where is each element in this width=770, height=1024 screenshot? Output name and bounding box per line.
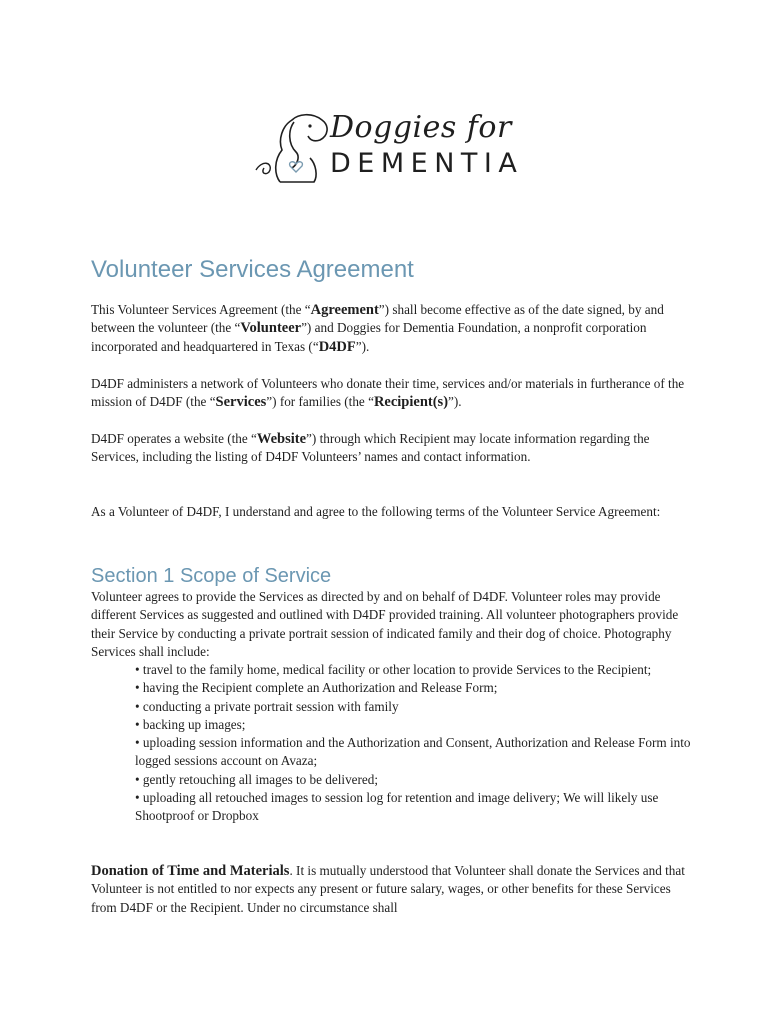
list-item: • gently retouching all images to be delivered; bbox=[135, 771, 379, 787]
list-item: • uploading all retouched images to session log for retention and image delivery; We will likely use Shootproof or Dropbox bbox=[135, 790, 659, 824]
section-1-body: Volunteer agrees to provide the Services as directed by and on behalf of D4DF. Volunteer roles may provide different Services as suggested and outlined with D4DF provided training. All volunteer photographers provide their Service by conducting a private portrait session of indicated family and their dog of choice. Photography Services shall include: bbox=[91, 589, 679, 660]
donation-paragraph: Donation of Time and Materials. It is mutually understood that Volunteer shall donate the Services and that Volunteer is not entitled to nor expects any present or future salary, wages, or other benefits for these Services from D4DF or the Recipient. Under no circumstance shall bbox=[91, 863, 685, 915]
logo-dementia-text: DEMENTIA bbox=[330, 148, 524, 179]
list-item: • uploading session information and the Authorization and Consent, Authorization and Release Form into logged sessions account on Avaza; bbox=[135, 735, 691, 769]
page-title: Volunteer Services Agreement bbox=[91, 256, 414, 283]
doggies-for-dementia-logo bbox=[252, 100, 524, 184]
list-item: • travel to the family home, medical facility or other location to provide Services to the Recipient; bbox=[135, 662, 652, 677]
website-paragraph: D4DF operates a website (the “Website”) through which Recipient may locate information regarding the Services, including the listing of D4DF Volunteers’ names and contact information. bbox=[91, 431, 650, 465]
list-item: • having the Recipient complete an Authorization and Release Form; bbox=[135, 680, 498, 696]
agreement-terms-paragraph: As a Volunteer of D4DF, I understand and agree to the following terms of the Volunteer Service Agreement: bbox=[91, 504, 661, 519]
services-paragraph: D4DF administers a network of Volunteers who donate their time, services and/or materials in furtherance of the mission of D4DF (the “Services”) for families (the “Recipient(s)”). bbox=[91, 376, 685, 411]
logo-script-text: Doggies for bbox=[330, 110, 512, 145]
list-item: • backing up images; bbox=[135, 716, 246, 732]
dog-outline-icon bbox=[252, 100, 332, 184]
section-1-heading: Section 1 Scope of Service bbox=[91, 565, 332, 587]
list-item: • conducting a private portrait session with family bbox=[135, 698, 399, 714]
photography-services-list bbox=[91, 661, 691, 826]
intro-paragraph: This Volunteer Services Agreement (the “Agreement”) shall become effective as of the date signed, by and between the volunteer (the “Volunteer”) and Doggies for Dementia Foundation, a nonprofit corporation incorporated and headquartered in Texas (“D4DF”). bbox=[91, 302, 664, 355]
